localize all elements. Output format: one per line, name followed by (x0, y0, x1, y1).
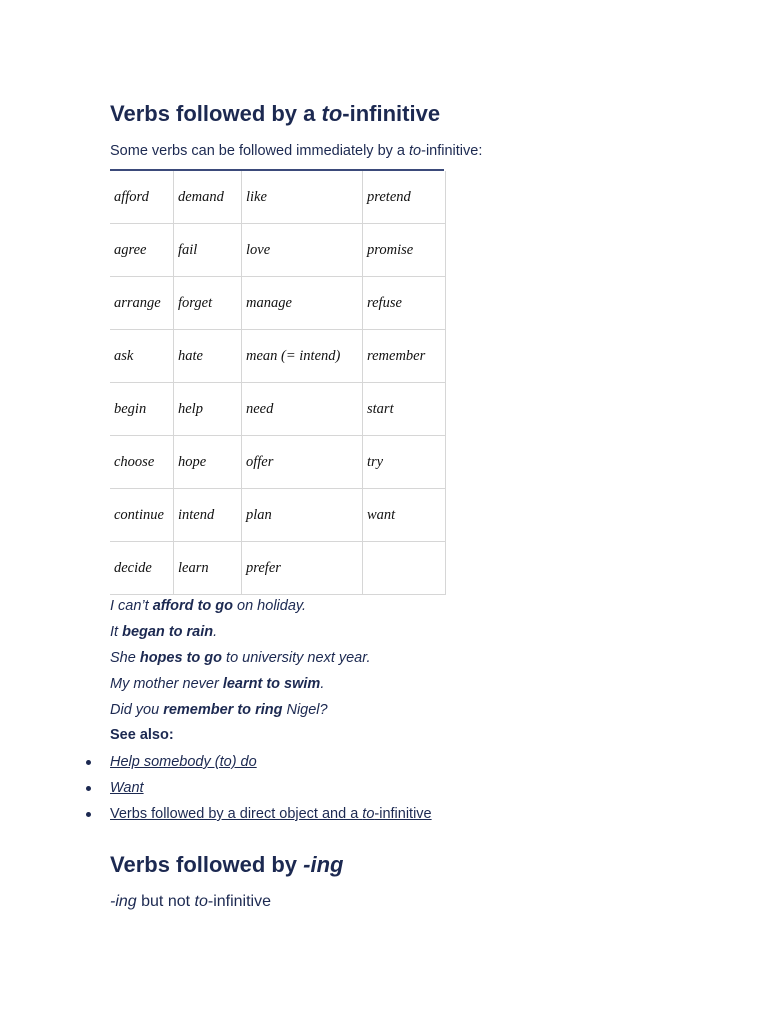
example-text: Did you (110, 702, 164, 718)
verb-cell: need (242, 383, 363, 436)
link-direct-object-to-infinitive[interactable] (110, 806, 432, 822)
example-sentence (110, 700, 371, 726)
verb-cell: love (242, 224, 363, 277)
link-want[interactable] (110, 780, 144, 796)
bullet-icon (86, 812, 91, 817)
verb-table (110, 171, 446, 595)
title-italic: -ing (303, 852, 344, 877)
link-italic: Help somebody (to) do (110, 754, 257, 770)
subheading-ing-not-to (110, 893, 271, 911)
example-bold: afford to go (152, 598, 233, 614)
link-text: -infinitive (374, 806, 432, 822)
bullet-icon (86, 786, 91, 791)
verb-cell: remember (363, 330, 446, 383)
verb-cell: refuse (363, 277, 446, 330)
verb-table-row (110, 489, 446, 542)
verb-cell: prefer (242, 542, 363, 595)
verb-table-row (110, 224, 446, 277)
link-help-somebody[interactable] (110, 754, 257, 770)
title-text: Verbs followed by a (110, 101, 322, 126)
verb-cell: like (242, 171, 363, 224)
verb-cell: mean (= intend) (242, 330, 363, 383)
verb-cell: decide (110, 542, 174, 595)
verb-cell: choose (110, 436, 174, 489)
example-text: It (110, 624, 123, 640)
example-text: My mother never (110, 676, 223, 692)
verb-table-row (110, 171, 446, 224)
example-bold: hopes to go (139, 650, 223, 666)
verb-cell: want (363, 489, 446, 542)
verb-cell: continue (110, 489, 174, 542)
example-text: . (320, 676, 325, 692)
verb-cell: help (174, 383, 242, 436)
see-also-item (86, 804, 432, 830)
verb-cell: offer (242, 436, 363, 489)
title-text: Verbs followed by (110, 852, 304, 877)
example-text: I can’t (110, 598, 153, 614)
verb-table-row (110, 330, 446, 383)
link-text: Verbs followed by a direct object and a (110, 806, 363, 822)
example-text: on holiday. (233, 598, 307, 614)
example-sentence (110, 674, 371, 700)
verb-cell: fail (174, 224, 242, 277)
verb-cell: manage (242, 277, 363, 330)
example-sentence (110, 596, 371, 622)
sub-italic: to (194, 893, 208, 910)
verb-cell: demand (174, 171, 242, 224)
verb-cell: agree (110, 224, 174, 277)
verb-cell: hope (174, 436, 242, 489)
example-sentence (110, 622, 371, 648)
title-text-end: -infinitive (342, 101, 441, 126)
example-text: Nigel? (282, 702, 328, 718)
sub-italic: -ing (110, 893, 137, 910)
verb-table-body (110, 171, 446, 595)
verb-cell: begin (110, 383, 174, 436)
verb-table-row (110, 383, 446, 436)
see-also-label: See also: (110, 727, 174, 743)
example-sentence (110, 648, 371, 674)
example-text: to university next year. (222, 650, 371, 666)
example-bold: remember to ring (163, 702, 283, 718)
verb-cell: try (363, 436, 446, 489)
verb-table-row (110, 542, 446, 595)
section-title-to-infinitive (110, 101, 440, 127)
verb-table-row (110, 436, 446, 489)
link-italic: to (362, 806, 375, 822)
verb-cell: arrange (110, 277, 174, 330)
verb-cell: hate (174, 330, 242, 383)
intro-start: Some verbs can be followed immediately by a (110, 143, 410, 159)
title-italic: to (321, 101, 343, 126)
intro-text (110, 143, 482, 159)
intro-end: -infinitive: (421, 143, 483, 159)
example-bold: learnt to swim (222, 676, 321, 692)
example-list (110, 596, 371, 726)
see-also-list (86, 752, 432, 830)
see-also-item (86, 778, 432, 804)
verb-cell (363, 542, 446, 595)
link-italic: Want (110, 780, 144, 796)
intro-italic: to (409, 143, 422, 159)
verb-cell: intend (174, 489, 242, 542)
verb-cell: plan (242, 489, 363, 542)
verb-cell: promise (363, 224, 446, 277)
sub-text: but not (136, 893, 195, 910)
example-text: . (213, 624, 218, 640)
verb-cell: start (363, 383, 446, 436)
verb-cell: pretend (363, 171, 446, 224)
example-text: She (110, 650, 140, 666)
bullet-icon (86, 760, 91, 765)
section-title-ing (110, 852, 343, 878)
see-also-item (86, 752, 432, 778)
verb-cell: ask (110, 330, 174, 383)
verb-cell: learn (174, 542, 242, 595)
sub-text: -infinitive (207, 893, 271, 910)
verb-cell: forget (174, 277, 242, 330)
example-bold: began to rain (122, 624, 214, 640)
verb-cell: afford (110, 171, 174, 224)
verb-table-row (110, 277, 446, 330)
